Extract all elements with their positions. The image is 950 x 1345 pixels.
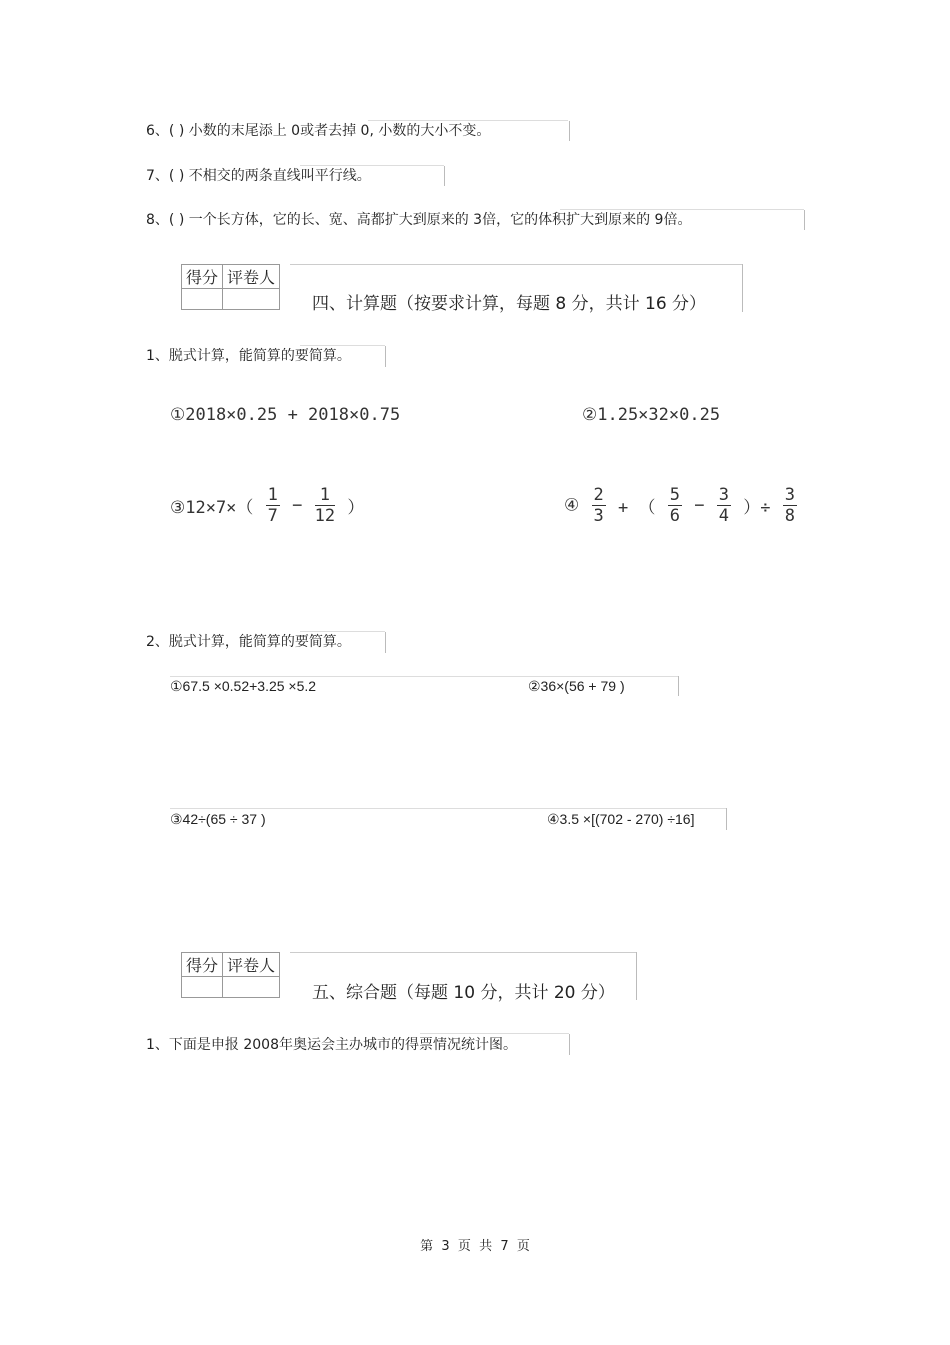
calc1-problem-2: ②1.25×32×0.25 (582, 405, 721, 425)
calc1-prompt: 1、脱式计算，能简算的要简算。 (146, 348, 351, 364)
numerator: 5 (669, 485, 680, 505)
p3-prefix: ③12×7×（ (170, 498, 254, 518)
divider (636, 952, 637, 1000)
plus-sign: + （ (618, 498, 656, 518)
divider (385, 632, 386, 653)
calc2-prompt: 2、脱式计算，能简算的要简算。 (146, 634, 351, 650)
calc2-problem-4: ④3.5 ×[(702 - 270) ÷16] (547, 811, 695, 827)
divider (678, 676, 679, 696)
divider (420, 1033, 569, 1034)
divider (290, 952, 636, 953)
score-cell (182, 289, 223, 310)
p4-prefix: ④ (564, 495, 580, 516)
denominator: 6 (669, 506, 680, 526)
numerator: 1 (315, 485, 335, 506)
calc2-problem-3: ③42÷(65 ÷ 37 ) (170, 811, 266, 827)
score-table (181, 952, 280, 998)
question-8: 8、( ) 一个长方体，它的长、宽、高都扩大到原来的 3倍，它的体积扩大到原来的 9倍。 (146, 212, 692, 228)
numerator: 3 (718, 485, 729, 505)
divider (368, 120, 568, 121)
fraction (315, 485, 335, 526)
divider (300, 631, 385, 632)
numerator: 3 (784, 485, 795, 505)
denominator: 4 (718, 506, 729, 526)
score-table (181, 264, 280, 310)
divide-sign: ）÷ (743, 498, 771, 518)
divider (804, 210, 805, 230)
page-footer: 第 3 页 共 7 页 (420, 1239, 530, 1254)
score-cell (182, 977, 223, 998)
fraction (783, 485, 797, 526)
divider (569, 1034, 570, 1055)
calc1-problem-3 (170, 485, 364, 526)
question-5-1: 1、下面是申报 2008年奥运会主办城市的得票情况统计图。 (146, 1037, 517, 1053)
p3-suffix: ） (347, 498, 365, 518)
divider (170, 676, 678, 677)
minus-sign: − (694, 495, 705, 516)
score-label: 得分 (182, 953, 223, 977)
calc1-problem-4 (564, 485, 799, 526)
grader-cell (223, 289, 280, 310)
score-label: 得分 (182, 265, 223, 289)
minus-sign: − (292, 495, 303, 516)
fraction (717, 485, 731, 526)
divider (300, 345, 385, 346)
section-4-title: 四、计算题（按要求计算，每题 8 分，共计 16 分） (312, 294, 707, 314)
calc2-problem-1: ①67.5 ×0.52+3.25 ×5.2 (170, 678, 317, 694)
calc2-problem-2: ②36×(56 + 79 ) (528, 678, 625, 694)
divider (742, 264, 743, 312)
divider (444, 166, 445, 186)
grader-label: 评卷人 (223, 953, 280, 977)
denominator: 8 (784, 506, 795, 526)
denominator: 3 (593, 506, 604, 526)
divider (569, 121, 570, 141)
calc1-problem-1: ①2018×0.25 + 2018×0.75 (170, 405, 401, 425)
question-6: 6、( ) 小数的末尾添上 0或者去掉 0, 小数的大小不变。 (146, 123, 491, 139)
numerator: 2 (593, 485, 604, 505)
numerator: 1 (267, 485, 278, 505)
denominator: 12 (314, 506, 336, 526)
divider (385, 346, 386, 367)
grader-label: 评卷人 (223, 265, 280, 289)
section-5-title: 五、综合题（每题 10 分，共计 20 分） (312, 983, 615, 1003)
question-7: 7、( ) 不相交的两条直线叫平行线。 (146, 168, 371, 184)
grader-cell (223, 977, 280, 998)
fraction (592, 485, 606, 526)
divider (300, 165, 444, 166)
divider (290, 264, 742, 265)
fraction (668, 485, 682, 526)
divider (170, 808, 726, 809)
denominator: 7 (267, 506, 278, 526)
divider (560, 209, 804, 210)
fraction (266, 485, 280, 526)
divider (726, 808, 727, 830)
